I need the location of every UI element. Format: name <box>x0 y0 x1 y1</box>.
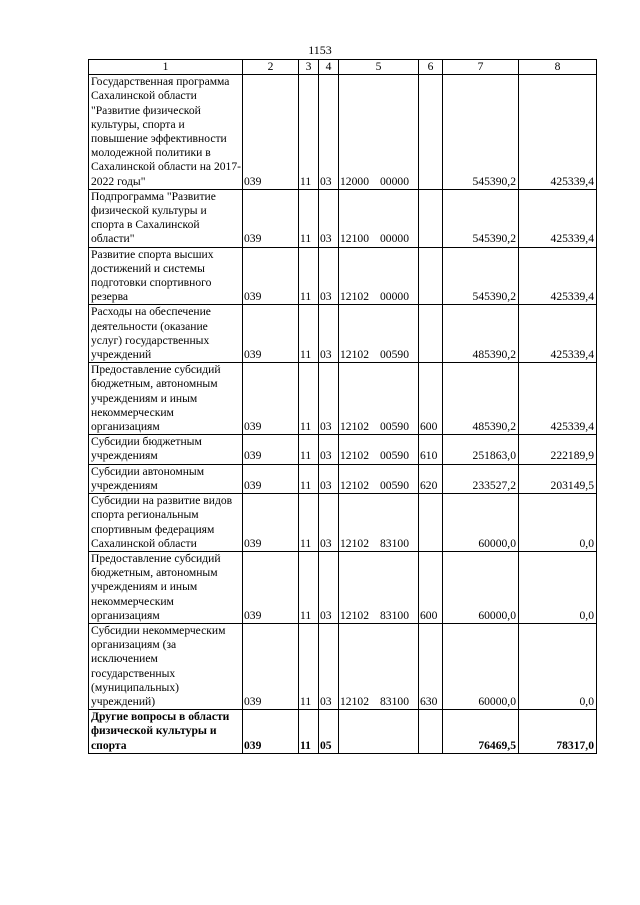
table-row <box>89 435 597 464</box>
cell-sum-2021: 251863,0 <box>443 435 519 464</box>
cell-csr <box>339 247 419 305</box>
cell-rz: 11 <box>299 464 319 493</box>
cell-pr: 03 <box>319 623 339 709</box>
cell-pr: 03 <box>319 435 339 464</box>
csr-part-2: 00000 <box>380 290 409 304</box>
cell-csr <box>339 464 419 493</box>
csr-part-1: 12102 <box>340 348 369 362</box>
table-row <box>89 75 597 190</box>
cell-vr <box>419 247 443 305</box>
cell-name: Предоставление субсидий бюджетным, автономным учреждениям и иным некоммерческим организациям <box>89 551 243 623</box>
cell-sum-2022: 425339,4 <box>519 247 597 305</box>
header-cell: 1 <box>89 60 243 75</box>
cell-name: Государственная программа Сахалинской области "Развитие физической культуры, спорта и повышение эффективности молодежной политики в Сахалинской области на 2017-2022 годы" <box>89 75 243 190</box>
cell-vr <box>419 75 443 190</box>
cell-name: Предоставление субсидий бюджетным, автономным учреждениям и иным некоммерческим организациям <box>89 363 243 435</box>
cell-ved: 039 <box>243 305 299 363</box>
budget-table <box>88 59 597 754</box>
csr-part-2: 00000 <box>380 174 409 188</box>
cell-rz: 11 <box>299 623 319 709</box>
cell-name: Субсидии на развитие видов спорта региональным спортивным федерациям Сахалинской области <box>89 494 243 552</box>
cell-pr: 05 <box>319 710 339 754</box>
cell-vr <box>419 189 443 247</box>
cell-pr: 03 <box>319 75 339 190</box>
csr-part-2: 00590 <box>380 449 409 463</box>
csr-part-1: 12102 <box>340 536 369 550</box>
csr-part-2: 83100 <box>380 694 409 708</box>
cell-ved: 039 <box>243 189 299 247</box>
cell-sum-2021: 76469,5 <box>443 710 519 754</box>
cell-sum-2022: 0,0 <box>519 494 597 552</box>
header-cell: 6 <box>419 60 443 75</box>
cell-sum-2021: 485390,2 <box>443 363 519 435</box>
header-cell: 3 <box>299 60 319 75</box>
cell-name: Другие вопросы в области физической культуры и спорта <box>89 710 243 754</box>
table-row <box>89 494 597 552</box>
cell-vr: 600 <box>419 363 443 435</box>
csr-part-1: 12102 <box>340 608 369 622</box>
cell-csr <box>339 435 419 464</box>
cell-rz: 11 <box>299 189 319 247</box>
cell-sum-2021: 485390,2 <box>443 305 519 363</box>
cell-vr <box>419 494 443 552</box>
cell-ved: 039 <box>243 551 299 623</box>
cell-sum-2021: 545390,2 <box>443 75 519 190</box>
header-cell: 8 <box>519 60 597 75</box>
header-cell: 7 <box>443 60 519 75</box>
cell-sum-2021: 60000,0 <box>443 551 519 623</box>
cell-rz: 11 <box>299 247 319 305</box>
cell-csr <box>339 305 419 363</box>
cell-rz: 11 <box>299 75 319 190</box>
cell-csr <box>339 363 419 435</box>
table-row <box>89 464 597 493</box>
cell-sum-2021: 60000,0 <box>443 623 519 709</box>
table-row <box>89 247 597 305</box>
cell-pr: 03 <box>319 494 339 552</box>
cell-sum-2021: 545390,2 <box>443 247 519 305</box>
cell-sum-2022: 78317,0 <box>519 710 597 754</box>
cell-pr: 03 <box>319 464 339 493</box>
csr-part-2: 00590 <box>380 348 409 362</box>
cell-sum-2022: 425339,4 <box>519 305 597 363</box>
cell-pr: 03 <box>319 305 339 363</box>
table-row <box>89 363 597 435</box>
cell-pr: 03 <box>319 363 339 435</box>
cell-sum-2022: 425339,4 <box>519 363 597 435</box>
csr-part-1: 12102 <box>340 478 369 492</box>
cell-rz: 11 <box>299 551 319 623</box>
cell-name: Подпрограмма "Развитие физической культуры и спорта в Сахалинской области" <box>89 189 243 247</box>
csr-part-1: 12102 <box>340 290 369 304</box>
cell-sum-2022: 0,0 <box>519 551 597 623</box>
table-body <box>89 75 597 754</box>
cell-csr <box>339 551 419 623</box>
page-number: 1153 <box>308 43 332 57</box>
cell-pr: 03 <box>319 189 339 247</box>
cell-ved: 039 <box>243 75 299 190</box>
cell-rz: 11 <box>299 435 319 464</box>
cell-rz: 11 <box>299 710 319 754</box>
cell-csr <box>339 710 419 754</box>
cell-name: Расходы на обеспечение деятельности (оказание услуг) государственных учреждений <box>89 305 243 363</box>
csr-part-2: 00590 <box>380 478 409 492</box>
table-row <box>89 305 597 363</box>
cell-pr: 03 <box>319 551 339 623</box>
cell-sum-2022: 203149,5 <box>519 464 597 493</box>
cell-vr: 630 <box>419 623 443 709</box>
cell-name: Субсидии автономным учреждениям <box>89 464 243 493</box>
header-cell: 5 <box>339 60 419 75</box>
cell-name: Развитие спорта высших достижений и системы подготовки спортивного резерва <box>89 247 243 305</box>
header-cell: 4 <box>319 60 339 75</box>
cell-ved: 039 <box>243 464 299 493</box>
cell-csr <box>339 494 419 552</box>
csr-part-1: 12102 <box>340 449 369 463</box>
cell-vr: 600 <box>419 551 443 623</box>
cell-ved: 039 <box>243 363 299 435</box>
cell-sum-2022: 222189,9 <box>519 435 597 464</box>
cell-rz: 11 <box>299 363 319 435</box>
cell-name: Субсидии некоммерческим организациям (за исключением государственных (муниципальных) учреждений) <box>89 623 243 709</box>
csr-part-2: 00000 <box>380 232 409 246</box>
cell-csr <box>339 75 419 190</box>
cell-sum-2022: 0,0 <box>519 623 597 709</box>
cell-ved: 039 <box>243 247 299 305</box>
table-row <box>89 623 597 709</box>
table-row <box>89 189 597 247</box>
cell-csr <box>339 189 419 247</box>
cell-ved: 039 <box>243 494 299 552</box>
cell-sum-2021: 60000,0 <box>443 494 519 552</box>
cell-vr <box>419 305 443 363</box>
cell-name: Субсидии бюджетным учреждениям <box>89 435 243 464</box>
table-row <box>89 710 597 754</box>
csr-part-2: 83100 <box>380 608 409 622</box>
cell-rz: 11 <box>299 305 319 363</box>
cell-sum-2021: 545390,2 <box>443 189 519 247</box>
cell-ved: 039 <box>243 710 299 754</box>
header-cell: 2 <box>243 60 299 75</box>
csr-part-1: 12000 <box>340 174 369 188</box>
csr-part-2: 83100 <box>380 536 409 550</box>
cell-vr: 610 <box>419 435 443 464</box>
csr-part-1: 12102 <box>340 420 369 434</box>
cell-ved: 039 <box>243 623 299 709</box>
cell-sum-2022: 425339,4 <box>519 75 597 190</box>
cell-csr <box>339 623 419 709</box>
csr-part-1: 12102 <box>340 694 369 708</box>
cell-ved: 039 <box>243 435 299 464</box>
csr-part-1: 12100 <box>340 232 369 246</box>
cell-pr: 03 <box>319 247 339 305</box>
cell-sum-2021: 233527,2 <box>443 464 519 493</box>
table-row <box>89 551 597 623</box>
cell-rz: 11 <box>299 494 319 552</box>
csr-part-2: 00590 <box>380 420 409 434</box>
cell-vr: 620 <box>419 464 443 493</box>
header-row <box>89 60 597 75</box>
cell-sum-2022: 425339,4 <box>519 189 597 247</box>
cell-vr <box>419 710 443 754</box>
